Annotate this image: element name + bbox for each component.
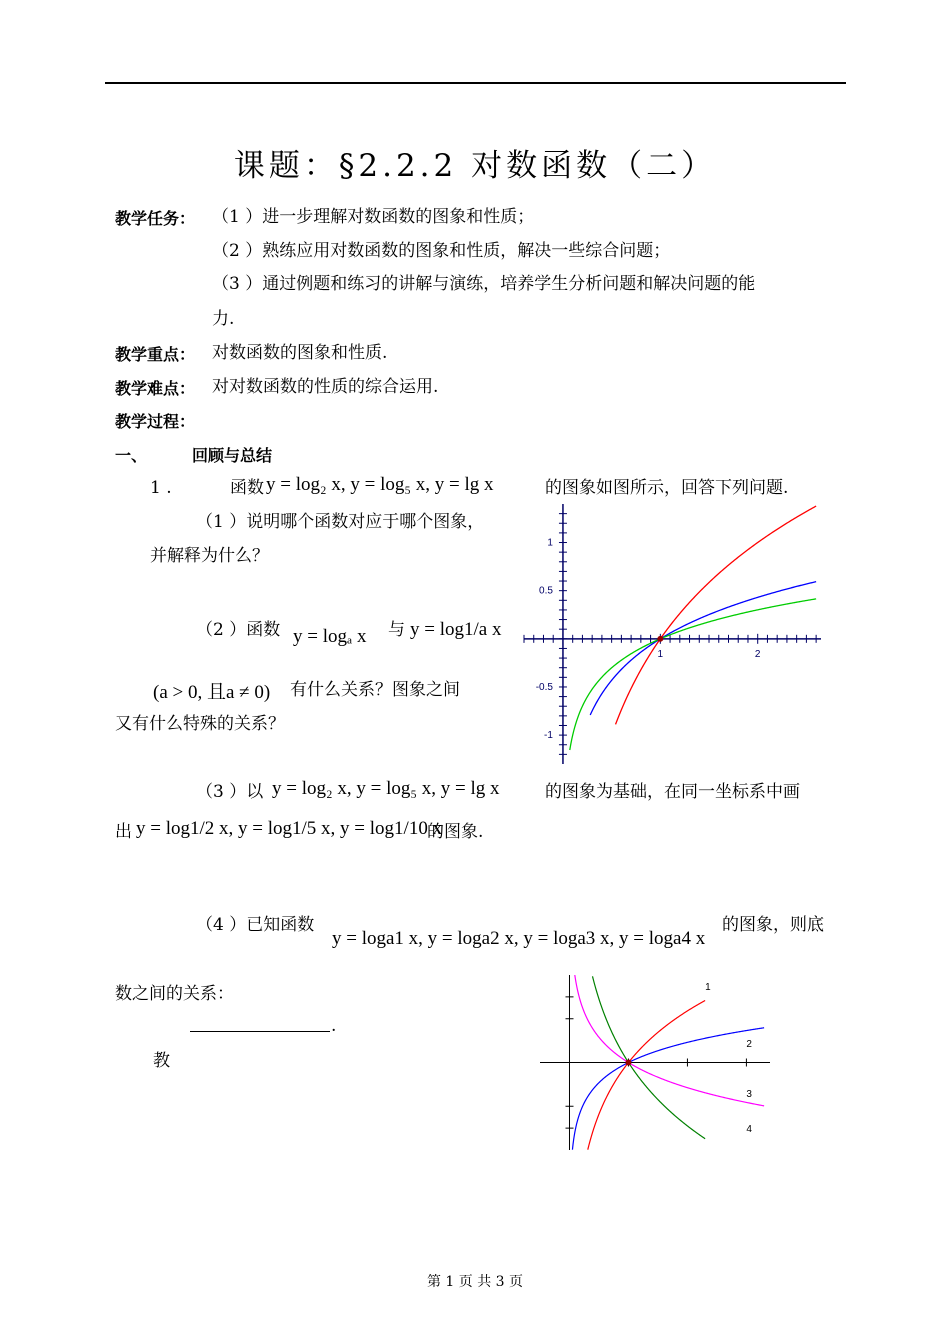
- intersection-point: [657, 636, 663, 642]
- curve-label: 1: [705, 981, 711, 993]
- curve-label: 4: [746, 1124, 752, 1136]
- header-rule: [105, 82, 846, 84]
- task-item-2: （2 ）熟练应用对数函数的图象和性质，解决一些综合问题；: [212, 241, 671, 261]
- q1-line1: （1 ）说明哪个函数对应于哪个图象，: [196, 512, 485, 532]
- log-graph-2: [540, 975, 770, 1150]
- q3-tail: 的图象为基础，在同一坐标系中画: [545, 782, 800, 802]
- problem1-lead: 函数: [230, 478, 264, 498]
- q4-lead: （4 ）已知函数: [196, 915, 315, 935]
- problem1-formula: [266, 474, 493, 496]
- x-tick-label: 1: [657, 648, 664, 660]
- process-label: 教学过程：: [115, 412, 196, 431]
- part1-title: 回顾与总结: [192, 446, 273, 465]
- part1-number: 一、: [115, 446, 148, 465]
- curve-3: [575, 975, 764, 1106]
- curve-label: 3: [746, 1089, 752, 1101]
- q2-lead: （2 ）函数: [196, 620, 281, 640]
- x-tick-label: 2: [754, 648, 761, 660]
- y-tick-label: 0.5: [539, 585, 553, 597]
- answer-blank: [190, 1031, 330, 1032]
- page-title: 课题：§2.2.2 对数函数（二）: [233, 148, 717, 184]
- tasks-label: 教学任务：: [115, 209, 196, 228]
- y-tick-label: -0.5: [535, 681, 553, 693]
- q4-formula: y = loga1 x, y = loga2 x, y = loga3 x, y = loga4 x: [332, 928, 706, 949]
- key-label: 教学重点：: [115, 345, 196, 364]
- task-item-1: （1 ）进一步理解对数函数的图象和性质；: [212, 207, 535, 227]
- q3-formula: y = log₂ x, y = log₅ x, y = lg x: [272, 778, 500, 799]
- q2-line2: 又有什么特殊的关系？: [115, 714, 285, 734]
- y-tick-label: 1: [547, 537, 553, 549]
- intersection-point: [625, 1060, 631, 1066]
- log-graph-1: [520, 500, 825, 768]
- difficulty-label: 教学难点：: [115, 379, 196, 398]
- footer-text: 第 1 页 共 3 页: [426, 1274, 524, 1290]
- task-item-3: （3 ）通过例题和练习的讲解与演练，培养学生分析问题和解决问题的能: [212, 274, 756, 294]
- q1-line2: 并解释为什么？: [150, 546, 269, 566]
- q3-formula2: y = log1/2 x, y = log1/5 x, y = log1/10 x: [136, 818, 443, 839]
- q3-line2-lead: 出: [115, 822, 132, 842]
- next-text: 教: [153, 1051, 170, 1071]
- q3-line2-tail: 的图象.: [427, 822, 484, 842]
- q3-lead: （3 ）以: [196, 782, 264, 802]
- q2-formula1: y = logₐ x: [293, 626, 367, 647]
- series-line-1: [616, 506, 817, 724]
- q4-line2: 数之间的关系：: [115, 984, 234, 1004]
- key-text: 对数函数的图象和性质.: [212, 343, 388, 363]
- y-tick-label: -1: [544, 730, 553, 742]
- problem1-number: 1 .: [150, 478, 172, 498]
- problem1-formula-text: y = log₂ x, y = log₅ x, y = lg x: [266, 474, 494, 495]
- curve-2: [572, 1028, 764, 1150]
- problem1-tail: 的图象如图所示，回答下列问题.: [545, 478, 789, 498]
- task-item-3-cont: 力.: [212, 309, 235, 329]
- q4-tail: 的图象，则底: [722, 915, 824, 935]
- q2-condition: (a > 0, 且a ≠ 0): [153, 682, 271, 703]
- series-line-2: [590, 582, 816, 715]
- difficulty-text: 对对数函数的性质的综合运用.: [212, 377, 439, 397]
- curve-label: 2: [746, 1038, 752, 1050]
- answer-blank-period: .: [331, 1016, 337, 1036]
- q2-line1-tail: 有什么关系？图象之间: [290, 680, 460, 700]
- curve-4: [592, 976, 705, 1138]
- curve-1: [588, 1001, 705, 1150]
- q2-mid: 与: [388, 620, 405, 640]
- page-footer: [0, 1271, 950, 1291]
- q2-formula2: y = log1/a x: [410, 619, 502, 640]
